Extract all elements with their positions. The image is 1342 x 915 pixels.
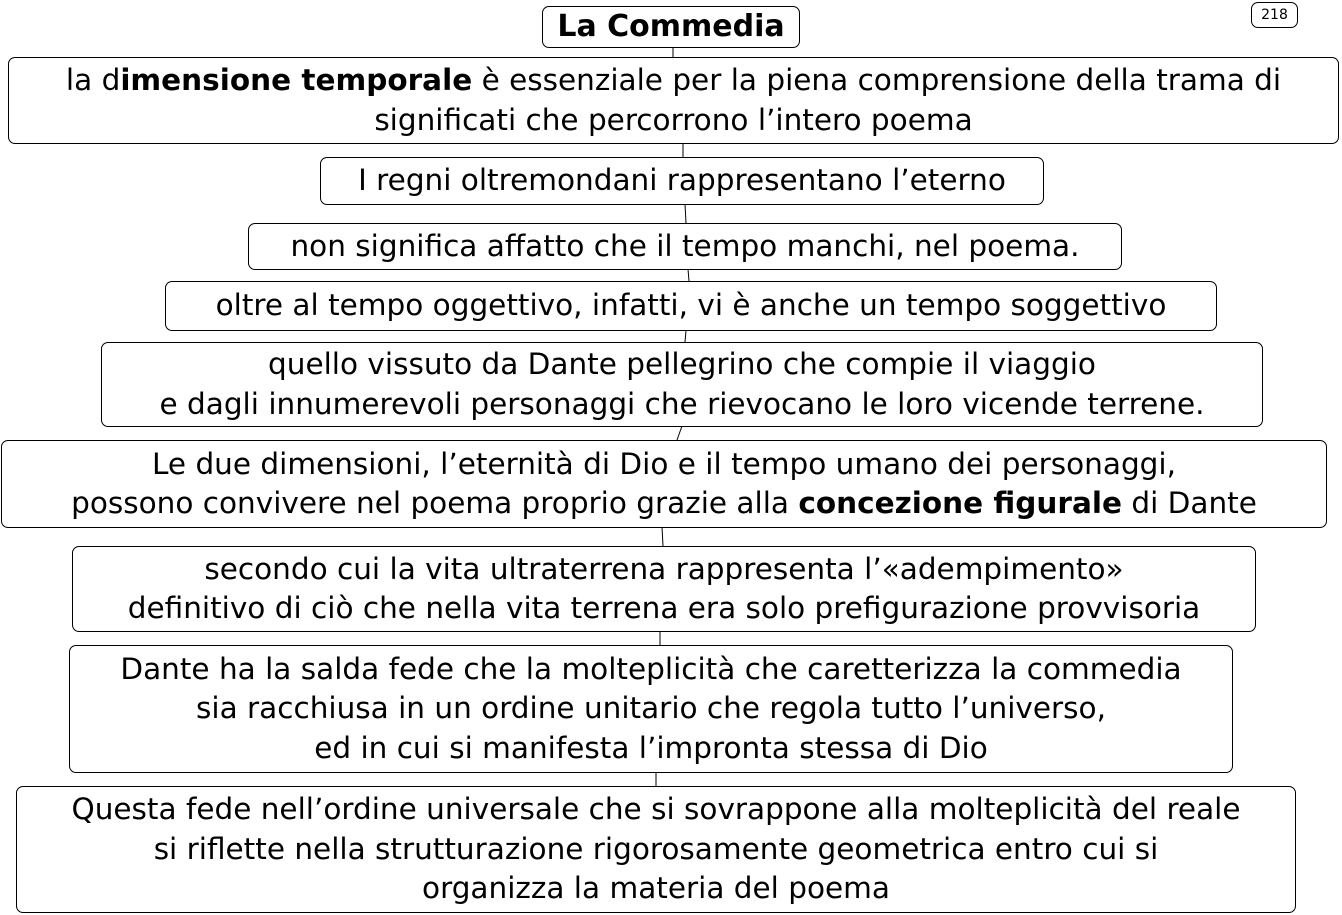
keyword-concezione-figurale: concezione figurale [798,486,1122,520]
node-subjective-time-line-1: oltre al tempo oggettivo, infatti, vi è anche un tempo soggettivo [215,288,1167,323]
node-two-dimensions-line-1: Le due dimensioni, l’eternità di Dio e il tempo umano dei personaggi, [152,446,1176,481]
node-fulfillment-line-1: secondo cui la vita ultraterrena rappresenta l’«adempimento» [204,551,1124,586]
node-geometric-structure-line-2: si riflette nella strutturazione rigorosamente geometrica entro cui si [153,831,1159,866]
node-fulfillment-line-2: definitivo di ciò che nella vita terrena era solo prefigurazione provvisoria [127,591,1201,625]
connector-n4-n5 [685,330,686,342]
connector-n6-n7 [662,527,663,546]
page-number: 218 [1251,2,1298,28]
node-eternal-realms [320,157,1044,205]
keyword-dimensione-temporale: imensione temporale [120,63,473,97]
node-unitary-order-line-3: ed in cui si manifesta l’impronta stessa di Dio [314,730,988,765]
node-two-dimensions [1,440,1327,528]
concept-map-title [542,6,800,48]
node-lived-time [101,342,1263,427]
node-unitary-order-line-2: sia racchiusa in un ordine unitario che regola tutto l’universo, [196,691,1106,726]
node-lived-time-line-2: e dagli innumerevoli personaggi che rievocano le loro vicende terrene. [159,386,1205,421]
connector-n2-n3 [685,204,686,223]
node-fulfillment [72,546,1256,632]
node-eternal-realms-line-1: I regni oltremondani rappresentano l’eterno [358,163,1006,198]
connector-n3-n4 [688,269,689,281]
node-time-not-missing [248,223,1122,270]
node-geometric-structure-line-1: Questa fede nell’ordine universale che si sovrappone alla molteplicità del reale [71,792,1241,827]
node-two-dimensions-line-2: possono convivere nel poema proprio grazie alla concezione figurale di Dante [71,486,1257,520]
connector-n5-n6 [677,426,682,440]
node-geometric-structure-line-3: organizza la materia del poema [422,871,890,906]
node-unitary-order-line-1: Dante ha la salda fede che la molteplicità che caretterizza la commedia [120,651,1182,686]
node-lived-time-line-1: quello vissuto da Dante pellegrino che compie il viaggio [268,347,1096,381]
node-geometric-structure [16,786,1296,913]
node-temporal-dimension-line-2: significati che percorrono l’intero poema [374,102,973,137]
node-temporal-dimension [8,57,1339,144]
title-text: La Commedia [557,9,785,45]
node-temporal-dimension-line-1: la dimensione temporale è essenziale per la piena comprensione della trama di [65,63,1282,97]
node-subjective-time [165,281,1217,331]
node-time-not-missing-line-1: non significa affatto che il tempo manchi, nel poema. [290,228,1080,263]
node-unitary-order [69,645,1233,773]
